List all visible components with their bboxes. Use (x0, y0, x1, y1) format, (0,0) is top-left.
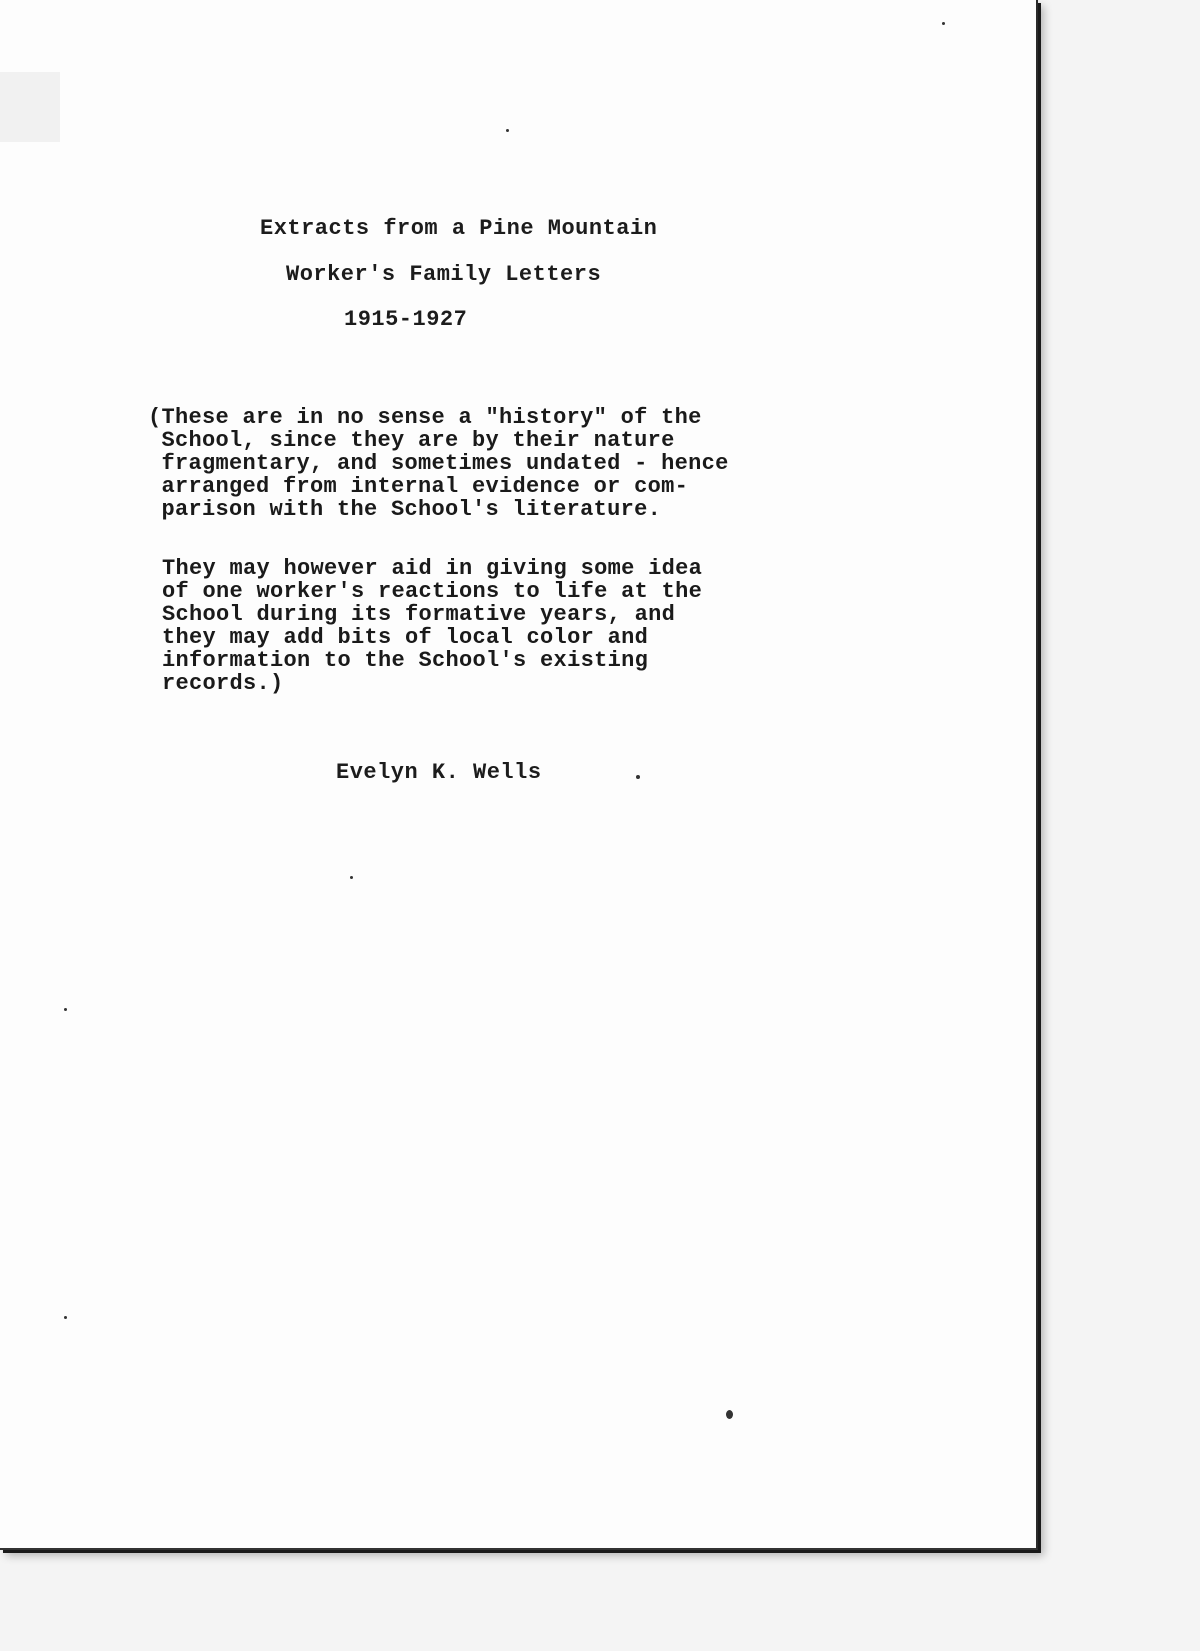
signature: Evelyn K. Wells (336, 760, 542, 785)
paragraph-line: (These are in no sense a "history" of the (148, 405, 702, 430)
title-line-1: Extracts from a Pine Mountain (260, 216, 658, 241)
scan-speck (64, 1316, 67, 1319)
paragraph-line: of one worker's reactions to life at the (162, 579, 703, 604)
scan-speck (636, 775, 640, 779)
intro-paragraph (148, 406, 729, 521)
scan-speck (726, 1410, 733, 1419)
paragraph-line: they may add bits of local color and (162, 625, 649, 650)
paragraph-line: School, since they are by their nature (148, 428, 675, 453)
paragraph-line: arranged from internal evidence or com- (148, 474, 689, 499)
paragraph-line: records.) (162, 671, 284, 696)
title-line-2: Worker's Family Letters (286, 262, 602, 287)
scan-speck (942, 22, 945, 25)
scan-speck (350, 876, 353, 879)
paragraph-line: fragmentary, and sometimes undated - hence (148, 451, 729, 476)
paragraph-line: They may however aid in giving some idea (162, 556, 703, 581)
paragraph-line: information to the School's existing (162, 648, 649, 673)
scan-speck (506, 129, 509, 132)
paper-edge-shadow (0, 72, 60, 142)
paragraph-line: parison with the School's literature. (148, 497, 662, 522)
second-paragraph (162, 557, 702, 695)
title-line-3-years: 1915-1927 (344, 307, 468, 332)
paragraph-line: School during its formative years, and (162, 602, 676, 627)
scan-speck (64, 1008, 67, 1011)
